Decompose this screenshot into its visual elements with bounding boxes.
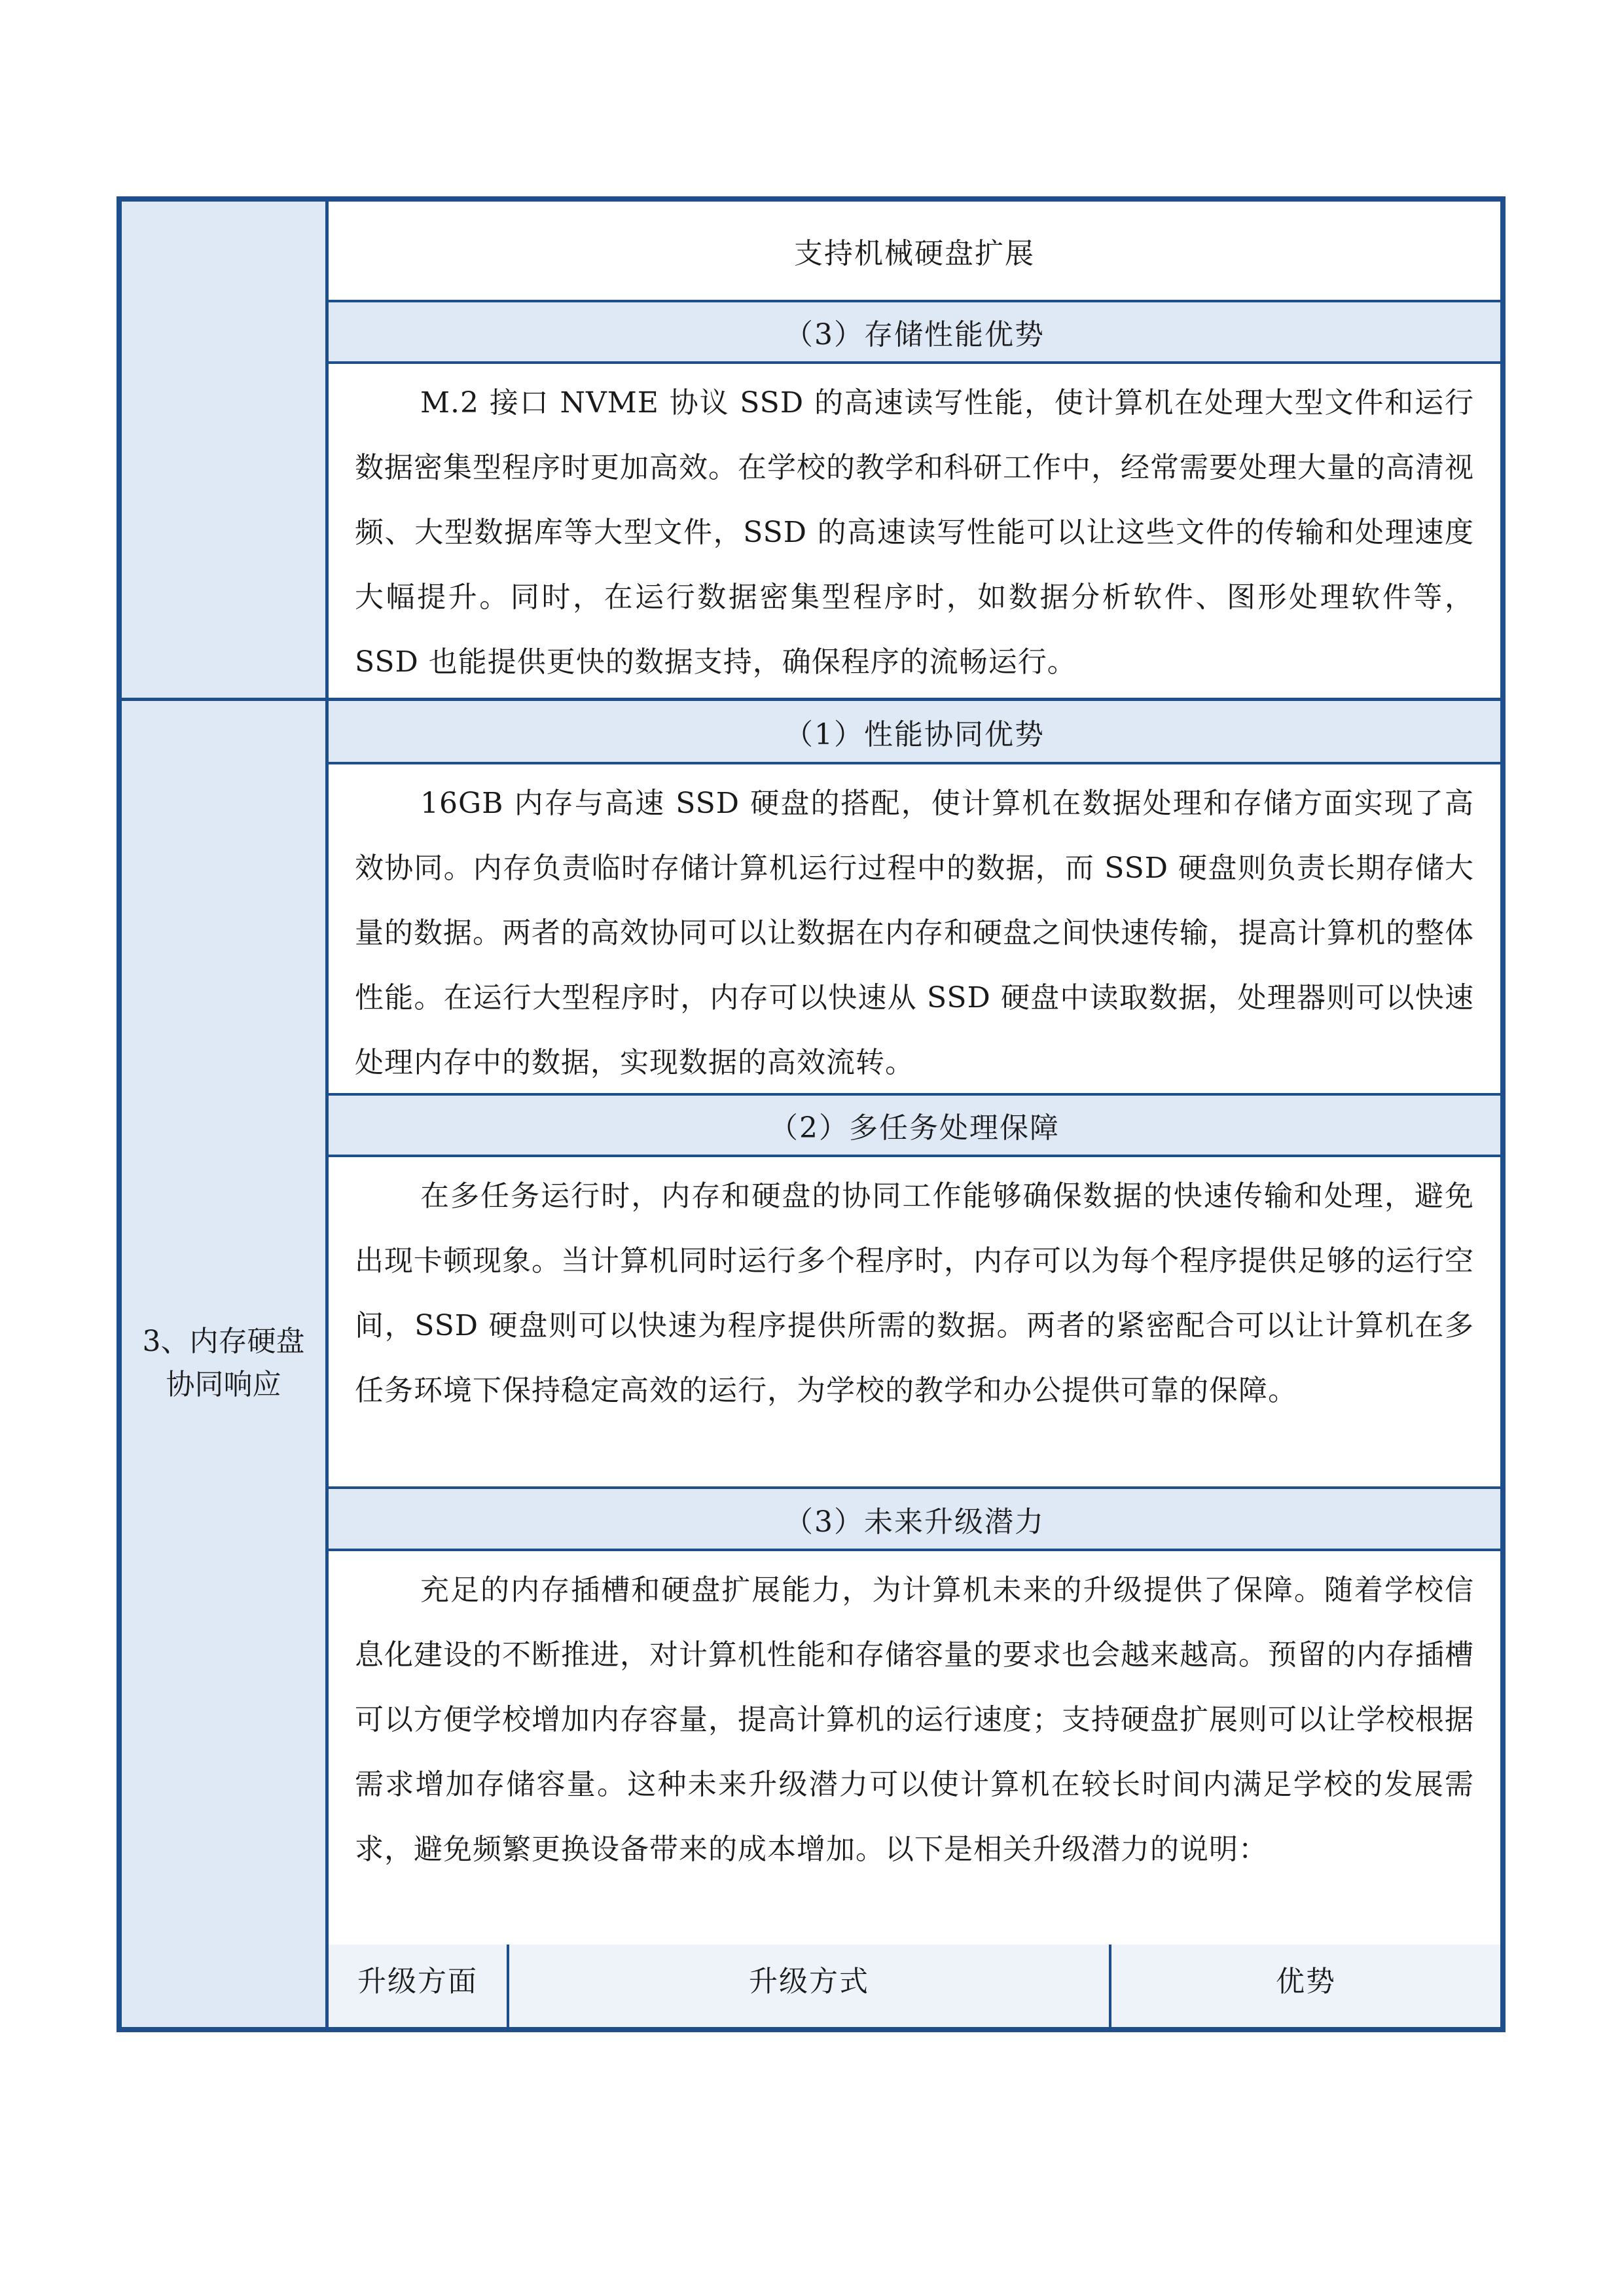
spec-table xyxy=(117,196,1506,2032)
storage-expansion-cell: 支持机械硬盘扩展 xyxy=(794,237,1035,270)
heading-storage-performance: （3）存储性能优势 xyxy=(329,302,1500,361)
upgrade-table-header xyxy=(329,1945,1500,2027)
paragraph-multitask-support: 在多任务运行时，内存和硬盘的协同工作能够确保数据的快速传输和处理，避免出现卡顿现象。当计算机同时运行多个程序时，内存可以为每个程序提供足够的运行空间，SSD 硬盘则可以快速为程序提供所需的数据。两者的紧密配合可以让计算机在多任务环境下保持稳定高效的运行，为学校的教学和办公提供可靠的保障。 xyxy=(355,1179,1474,1407)
heading-multitask-support: （2）多任务处理保障 xyxy=(329,1096,1500,1155)
col-advantage: 优势 xyxy=(1276,1965,1336,1998)
col-upgrade-method: 升级方式 xyxy=(509,1945,1111,2027)
paragraph-upgrade-potential: 充足的内存插槽和硬盘扩展能力，为计算机未来的升级提供了保障。随着学校信息化建设的不断推进，对计算机性能和存储容量的要求也会越来越高。预留的内存插槽可以方便学校增加内存容量，提高计算机的运行速度；支持硬盘扩展则可以让学校根据需求增加存储容量。这种未来升级潜力可以使计算机在较长时间内满足学校的发展需求，避免频繁更换设备带来的成本增加。以下是相关升级潜力的说明： xyxy=(355,1573,1474,1866)
section3-label: 3、内存硬盘协同响应 xyxy=(142,1324,305,1401)
paragraph-storage-performance: M.2 接口 NVME 协议 SSD 的高速读写性能，使计算机在处理大型文件和运行数据密集型程序时更加高效。在学校的教学和科研工作中，经常需要处理大量的高清视频、大型数据库等大型文件，SSD 的高速读写性能可以让这些文件的传输和处理速度大幅提升。同时，在运行数据密集型程序时，如数据分析软件、图形处理软件等，SSD 也能提供更快的数据支持，确保程序的流畅运行。 xyxy=(355,386,1474,679)
heading-performance-synergy: （1）性能协同优势 xyxy=(329,701,1500,762)
col-upgrade-aspect: 升级方面 xyxy=(329,1945,509,2027)
paragraph-performance-synergy: 16GB 内存与高速 SSD 硬盘的搭配，使计算机在数据处理和存储方面实现了高效协同。内存负责临时存储计算机运行过程中的数据，而 SSD 硬盘则负责长期存储大量的数据。两者的高效协同可以让数据在内存和硬盘之间快速传输，提高计算机的整体性能。在运行大型程序时，内存可以快速从 SSD 硬盘中读取数据，处理器则可以快速处理内存中的数据，实现数据的高效流转。 xyxy=(355,787,1474,1079)
prev-section-label-cell xyxy=(122,202,329,699)
heading-upgrade-potential: （3）未来升级潜力 xyxy=(329,1489,1500,1549)
